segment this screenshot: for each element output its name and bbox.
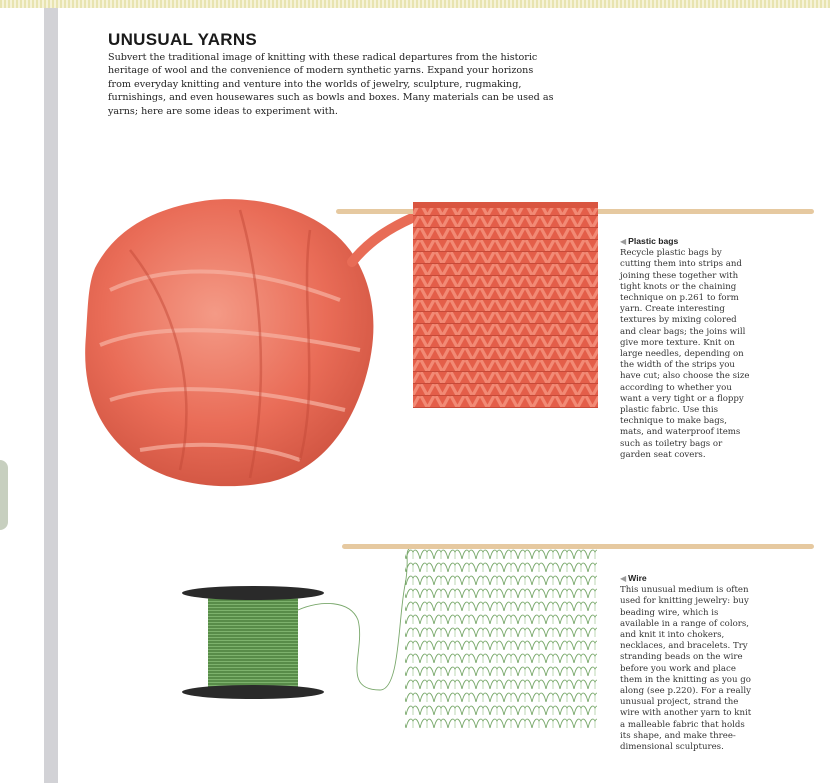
caption-heading: Plastic bags [628, 236, 679, 246]
caption-text: This unusual medium is often used for knitting jewelry: buy beading wire, which is available in a range of colors, and knit it into chokers, necklaces, and bracelets. Try stranding beads on the wire before you work and place them in the knitting as you go along (see p.220). For a really unusual project, strand the wire with another yarn to knit a malleable fabric that holds its shape, and make three-dimensional sculptures. [620, 585, 752, 753]
caption-heading: Wire [628, 573, 647, 583]
wire-caption [620, 573, 752, 753]
pointer-left-icon: ◀ [620, 574, 627, 583]
section-intro: Subvert the traditional image of knitting with these radical departures from the historic heritage of wool and the convenience of modern synthetic yarns. Expand your horizons from everyday knitting and venture into the worlds of jewelry, sculpture, rugmaking, furnishings, and even housewares such as bowls and boxes. Many materials can be used as yarns; here are some ideas to experiment with. [108, 52, 554, 117]
pointer-left-icon: ◀ [620, 237, 627, 246]
plastic-ball-image [85, 199, 412, 486]
caption-text: Recycle plastic bags by cutting them into strips and joining these together with tight knots or the chaining technique on p.261 to form yarn. Create interesting textures by mixing colored and clear bags; the joins will give more texture. Knit on large needles, depending on the width of the strips you have cut; also choose the size according to whether you want a very tight or a floppy plastic fabric. Use this technique to make bags, mats, and waterproof items such as toiletry bags or garden seat covers. [620, 248, 750, 460]
section-title: UNUSUAL YARNS [108, 30, 258, 49]
plastic-bags-caption [620, 236, 752, 461]
wire-spool-image [182, 548, 410, 699]
